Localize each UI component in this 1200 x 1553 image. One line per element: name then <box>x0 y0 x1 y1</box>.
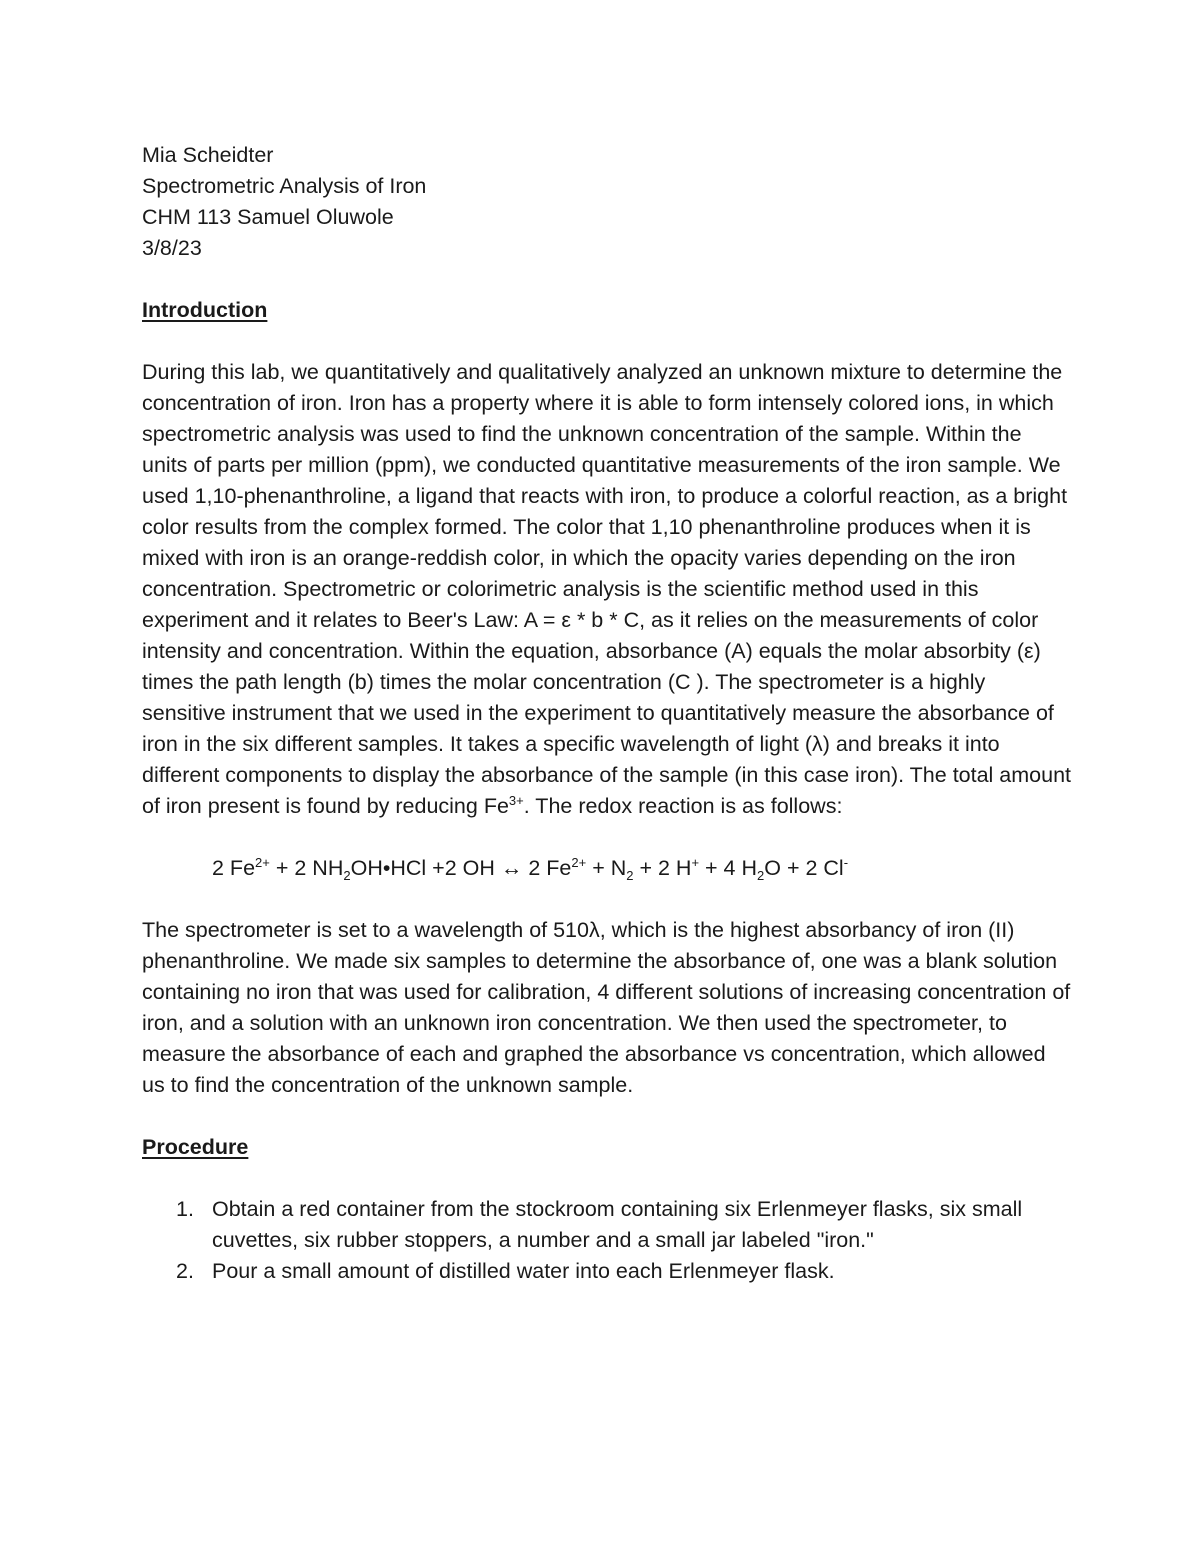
author-name: Mia Scheidter <box>142 143 274 167</box>
eq-sub: 2 <box>343 868 351 883</box>
procedure-step <box>142 1194 1072 1256</box>
document-content <box>142 140 1072 1287</box>
step-number: 2. <box>176 1259 194 1283</box>
eq-sup: 2+ <box>255 855 270 870</box>
eq-part: + 2 H <box>633 856 692 880</box>
procedure-step <box>142 1256 1072 1287</box>
report-title: Spectrometric Analysis of Iron <box>142 174 427 198</box>
eq-sub: 2 <box>626 868 634 883</box>
report-date: 3/8/23 <box>142 236 202 260</box>
intro-p1-end: . The redox reaction is as follows: <box>523 794 843 818</box>
eq-part: O + 2 Cl <box>764 856 844 880</box>
eq-sup: 2+ <box>571 855 587 870</box>
introduction-paragraph-1 <box>142 357 1072 822</box>
procedure-heading: Procedure <box>142 1135 249 1159</box>
course-line: CHM 113 Samuel Oluwole <box>142 205 394 229</box>
eq-part: OH•HCl +2 OH ↔ 2 Fe <box>350 856 572 880</box>
introduction-paragraph-2: The spectrometer is set to a wavelength of 510λ, which is the highest absorbancy of iron (II) phenanthroline. We made six samples to determine the absorbance of, one was a blank solution containing no iron that was used for calibration, 4 different solutions of increasing concentration of iron, and a solution with an unknown iron concentration. We then used the spectrometer, to measure the absorbance of each and graphed the absorbance vs concentration, which allowed us to find the concentration of the unknown sample. <box>142 918 1071 1097</box>
step-text: Obtain a red container from the stockroom containing six Erlenmeyer flasks, six small cuvettes, six rubber stoppers, a number and a small jar labeled "iron." <box>212 1197 1023 1252</box>
step-number: 1. <box>176 1197 194 1221</box>
intro-p1-text: During this lab, we quantitatively and qualitatively analyzed an unknown mixture to determine the concentration of iron. Iron has a property where it is able to form intensely colored ions, in which spectrometric analysis was used to find the unknown concentration of the sample. Within the units of parts per million (ppm), we conducted quantitative measurements of the iron sample. We used 1,10-phenanthroline, a ligand that reacts with iron, to produce a colorful reaction, as a bright color results from the complex formed. The color that 1,10 phenanthroline produces when it is mixed with iron is an orange-reddish color, in which the opacity varies depending on the iron concentration. Spectrometric or colorimetric analysis is the scientific method used in this experiment and it relates to Beer's Law: A = ε * b * C, as it relies on the measurements of color intensity and concentration. Within the equation, absorbance (A) equals the molar absorbity (ε) times the path length (b) times the molar concentration (C ). The spectrometer is a highly sensitive instrument that we used in the experiment to quantitatively measure the absorbance of iron in the six different samples. It takes a specific wavelength of light (λ) and breaks it into different components to display the absorbance of the sample (in this case iron). The total amount of iron present is found by reducing Fe <box>142 360 1072 818</box>
redox-equation <box>212 853 1072 884</box>
intro-p1-superscript: 3+ <box>508 793 524 808</box>
eq-part: 2 Fe <box>212 856 256 880</box>
eq-sup: + <box>691 855 700 870</box>
procedure-steps <box>142 1194 1072 1287</box>
eq-part: + 4 H <box>699 856 758 880</box>
eq-part: + 2 NH <box>269 856 344 880</box>
eq-part: + N <box>586 856 627 880</box>
eq-sub: 2 <box>757 868 765 883</box>
introduction-heading: Introduction <box>142 298 268 322</box>
eq-sup: - <box>843 855 849 870</box>
step-text: Pour a small amount of distilled water into each Erlenmeyer flask. <box>212 1259 835 1283</box>
